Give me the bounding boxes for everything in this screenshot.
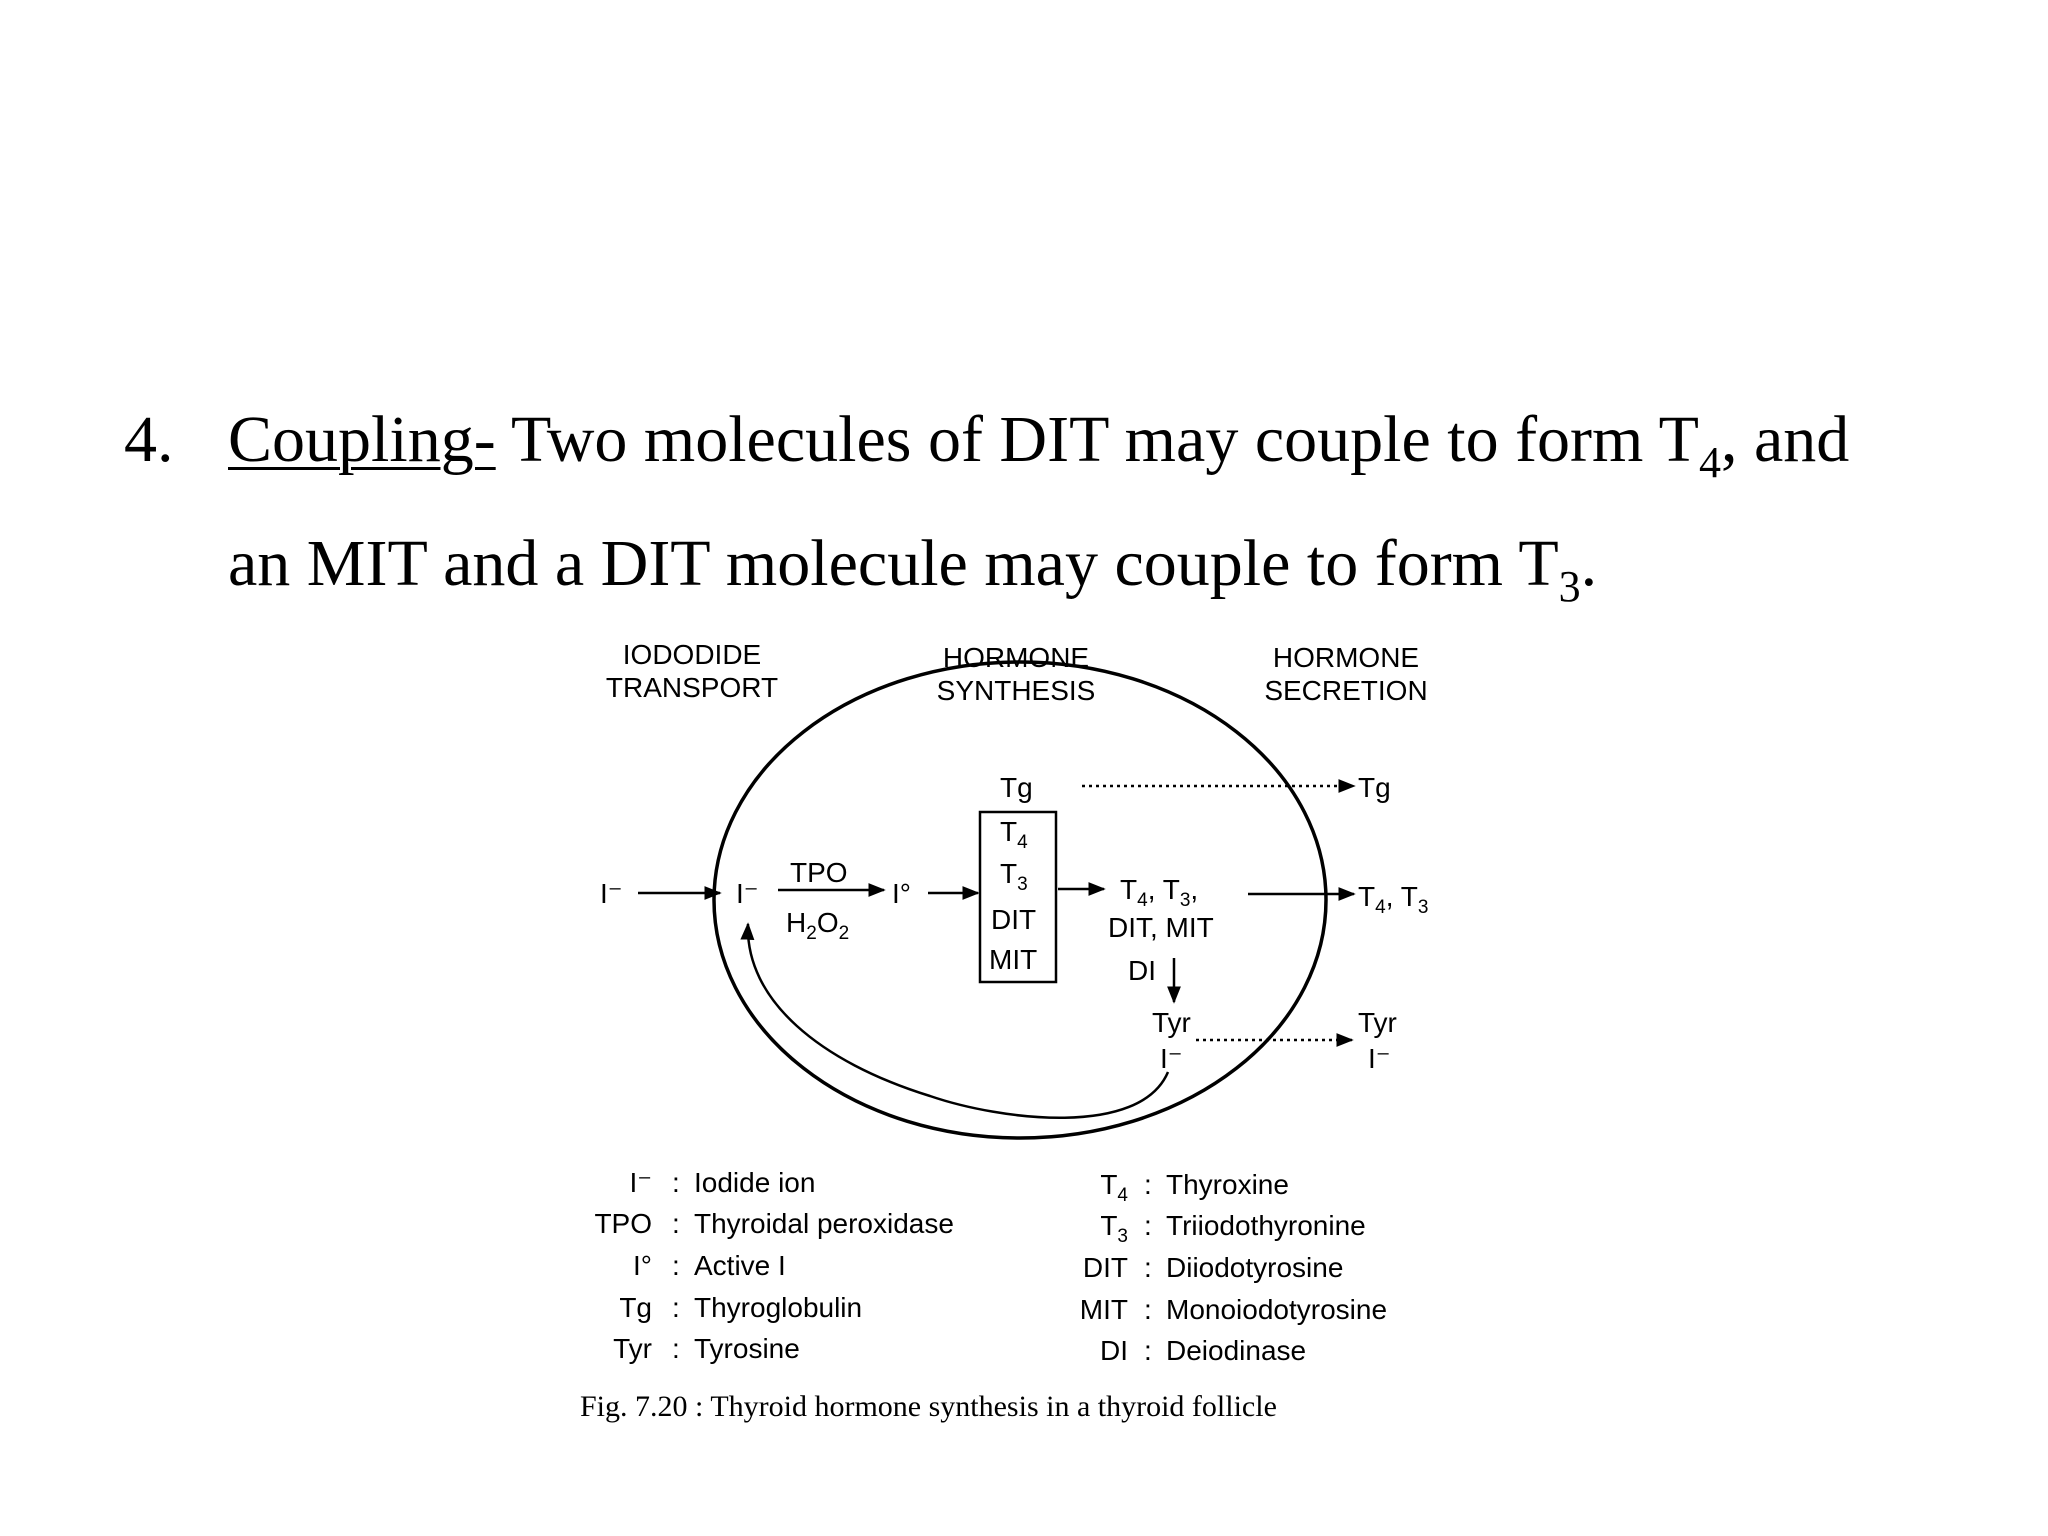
bullet-text-1: Two molecules of DIT may couple to form T	[495, 403, 1699, 476]
iodide-inside-label: I⁻	[736, 878, 759, 909]
tpo-label: TPO	[790, 857, 848, 888]
follicle-ellipse	[714, 662, 1326, 1138]
legend-right-abbr: $T_4$	[1100, 1169, 1128, 1206]
legend-right-sep: :	[1144, 1252, 1152, 1283]
legend-left-desc: Iodide ion	[694, 1167, 816, 1198]
legend-right-desc: Monoiodotyrosine	[1166, 1294, 1388, 1325]
bullet-text-2: an MIT and a DIT molecule may couple to form T	[228, 527, 1559, 600]
iodide-outside-label: I⁻	[600, 878, 623, 909]
header-transport-2: TRANSPORT	[605, 672, 779, 703]
legend-left-sep: :	[672, 1292, 680, 1323]
mid-dit-mit-label: DIT, MIT	[1108, 912, 1214, 943]
legend-left-abbr: I°	[633, 1250, 652, 1281]
legend-right-abbr: $T_3$	[1100, 1210, 1128, 1247]
bullet-sub-2: 3	[1558, 562, 1581, 611]
legend-left-sep: :	[672, 1333, 680, 1364]
legend-right-abbr: DI	[1100, 1335, 1128, 1366]
legend-left-sep: :	[672, 1167, 680, 1198]
legend-right-sep: :	[1144, 1335, 1152, 1366]
box-mit-label: MIT	[989, 944, 1038, 975]
legend-left-desc: Thyroglobulin	[694, 1292, 863, 1323]
header-secretion-2: SECRETION	[1264, 675, 1428, 706]
bullet-term: Coupling-	[228, 403, 496, 476]
tyr-outside-label: Tyr	[1358, 1007, 1397, 1038]
deiodinase-label: DI	[1128, 955, 1156, 986]
legend-left-abbr: Tg	[619, 1292, 652, 1323]
legend-left-abbr: Tyr	[613, 1333, 652, 1364]
legend-right-sep: :	[1144, 1294, 1152, 1325]
box-dit-label: DIT	[991, 904, 1037, 935]
legend-left-desc: Thyroidal peroxidase	[694, 1208, 954, 1239]
header-secretion-1: HORMONE	[1272, 642, 1420, 673]
legend-right-desc: Triiodothyronine	[1166, 1210, 1366, 1241]
legend-left-sep: :	[672, 1250, 680, 1281]
tg-outside-label: Tg	[1358, 772, 1391, 803]
active-iodine-label: I°	[892, 878, 911, 909]
legend-right-abbr: MIT	[1079, 1294, 1128, 1325]
iodide-recycle-label: I⁻	[1160, 1043, 1183, 1074]
tyr-inside-label: Tyr	[1152, 1007, 1191, 1038]
legend-left-desc: Tyrosine	[694, 1333, 800, 1364]
legend-left-sep: :	[672, 1208, 680, 1239]
bullet-sub-1: 4	[1699, 438, 1721, 487]
legend-right-abbr: DIT	[1082, 1252, 1128, 1283]
mid-t4-t3-label: $T_4$, $T_3$,	[1120, 874, 1199, 911]
arrow-iodide-recycle	[748, 924, 1168, 1118]
legend-right-sep: :	[1144, 1169, 1152, 1200]
box-t4-label: $T_4$	[1000, 816, 1028, 853]
legend	[594, 1167, 1387, 1366]
tg-inside-label: Tg	[1000, 772, 1033, 803]
legend-right-desc: Deiodinase	[1166, 1335, 1307, 1366]
bullet-end-1: , and	[1721, 403, 1850, 476]
header-synthesis-1: HORMONE	[942, 642, 1090, 673]
legend-right-desc: Diiodotyrosine	[1166, 1252, 1344, 1283]
legend-right-desc: Thyroxine	[1166, 1169, 1289, 1200]
legend-left-abbr: TPO	[594, 1208, 652, 1239]
legend-left-desc: Active I	[694, 1250, 786, 1281]
header-synthesis-2: SYNTHESIS	[936, 675, 1096, 706]
out-t4-t3-label: $T_4$, $T_3$	[1358, 881, 1429, 918]
bullet-end-2: .	[1580, 527, 1598, 600]
figure-caption: Fig. 7.20 : Thyroid hormone synthesis in a thyroid follicle	[580, 1390, 1277, 1423]
legend-left-abbr: I⁻	[629, 1167, 652, 1198]
h2o2-label: $H_2O_2$	[786, 907, 850, 944]
box-t3-label: $T_3$	[1000, 858, 1028, 895]
header-transport-1: IODODIDE	[622, 639, 762, 670]
bullet-number: 4.	[124, 403, 174, 476]
iodide-out2-label: I⁻	[1368, 1043, 1391, 1074]
legend-right-sep: :	[1144, 1210, 1152, 1241]
